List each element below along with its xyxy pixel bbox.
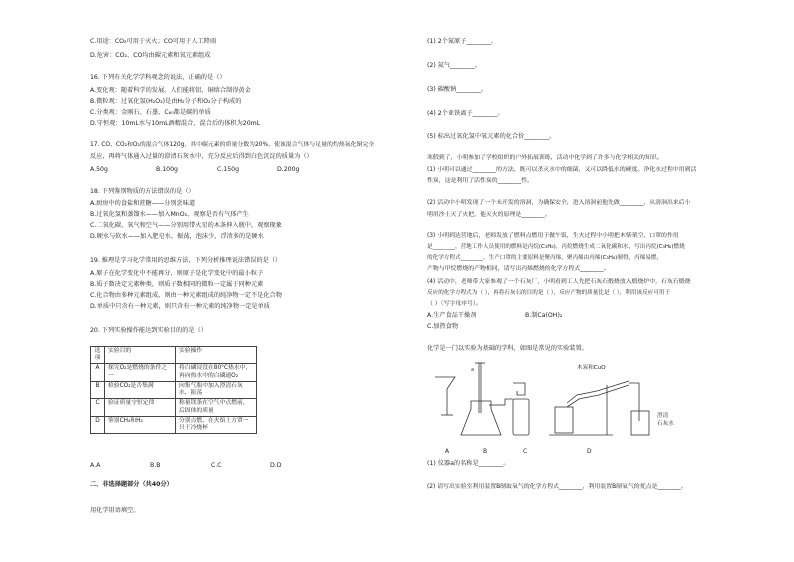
q19-option-a: A.原子在化学变化中不能再分，则原子是化学变化中的最小粒子 [90, 270, 264, 277]
table-row [91, 399, 257, 416]
fill-item-4: (4) 2个亚铁离子________。 [427, 110, 504, 117]
row-a-option: A [91, 364, 105, 381]
line-top-c: C.用途：CO₂可用于灭火；CO可用于人工降雨 [90, 38, 217, 45]
label-d: D [587, 448, 592, 455]
camp-line-3: (2) 活动中小明发现了一个未开发的溶洞，为确保安全，进入溶洞前他先做________，从溶洞出来后小 [427, 200, 691, 206]
use-option-c: C.加热食物 [427, 323, 459, 330]
row-d-goal: 鉴别CH₄和H₂ [105, 416, 176, 433]
camp-line-1: (1) 小明可以通过________的方法，既可以杀灭水中的细菌，又可以降低水的硬度。净化水过程中用到活 [427, 167, 697, 173]
camp-line-7: 的化学方程式________。生产口罩的主要原料是聚丙烯，聚丙烯由丙烯(C₃H₆)制得，丙烯易燃， [427, 255, 663, 261]
table-row [91, 416, 257, 433]
table-header-row [91, 347, 257, 364]
camp-line-2: 性炭，这是利用了活性炭的________性。 [427, 178, 534, 184]
row-a-goal: 探究O₂是燃烧的条件之一 [105, 364, 176, 381]
row-c-operation: 称量镁条在空气中点燃前、后固体的质量 [176, 399, 257, 416]
fill-item-5: (5) 标出过氧化氢中氧元素的化合价________。 [427, 133, 556, 140]
row-c-option: C [91, 399, 105, 416]
q19-option-d: D.单质中只含有一种元素，则只含有一种元素的纯净物一定是单质 [90, 303, 270, 310]
camp-intro: 寒假到了，小明参加了学校组织的户外拓展训练，活动中化学到了许多与化学相关的知识。 [427, 155, 663, 161]
q20-answer-b: B.B [150, 462, 161, 469]
q20-answer-d: D.D [270, 462, 282, 469]
camp-line-6: 是________，营地工作人员使用的燃料是丙烷(C₃H₈)，丙烷燃烧生成二氧化碳和水，写出丙烷(C₃H₈)燃烧 [427, 244, 685, 250]
use-option-a: A.生产食品干燥剂 [427, 312, 477, 319]
apparatus-d [549, 381, 649, 435]
header-operation: 实验操作 [176, 347, 257, 364]
lab-intro: 化学是一门以实验为基础的学科，如图是常见的实验装置。 [427, 345, 588, 352]
section-2-heading: 二、非选择题部分（共40分） [90, 481, 173, 488]
fill-item-1: (1) 2个氮原子________。 [427, 38, 498, 45]
label-limewater-2: 石灰水 [657, 421, 674, 427]
label-c: C [523, 448, 528, 455]
label-limewater-1: 澄清 [657, 413, 669, 419]
q17-option-d: D.200g [277, 166, 300, 173]
q17-option-c: C.150g [217, 166, 240, 173]
q20-answer-c: C.C [211, 462, 222, 469]
q19-option-b: B.质子数决定元素种类，则质子数相同的微粒一定属于同种元素 [90, 281, 264, 288]
camp-line-4: 明用沙土灭了火把，他灭火的原理是________。 [427, 212, 551, 218]
q17-stem-1: 17. CO、CO₂和O₂的混合气体120g，其中碳元素的质量分数为20%，使该混合气体与足量的灼热氧化铜完全 [90, 142, 375, 148]
q20-answer-a: A.A [90, 462, 101, 469]
q20-table [90, 346, 257, 434]
q18-stem: 18. 下列鉴别物质的方法错误的是（） [90, 188, 195, 195]
q16-option-d: D.守恒观：10mL水与10mL酒精混合，混合后的体积为20mL [90, 120, 261, 127]
apparatus-a [435, 377, 455, 415]
row-c-goal: 验证质量守恒定律 [105, 399, 176, 416]
fill-item-2: (2) 氦气________。 [427, 62, 482, 69]
apparatus-c [513, 383, 529, 435]
header-option: 选项 [91, 347, 105, 364]
line-top-d: D.危害：CO₂、CO均由碳元素和氧元素组成 [90, 52, 211, 59]
test-tube-icon [567, 381, 629, 403]
fill-item-3: (3) 碳酸钠________。 [427, 86, 488, 93]
camp-line-10: 反应的化学方程式为（ ），再将石灰石的目的是（ ），反应产物的质量比是（ ），利用该反应可用于 [427, 290, 671, 296]
use-option-b: B.制Ca(OH)₂ [525, 312, 563, 319]
svg-text:a: a [471, 367, 475, 373]
label-charcoal-cuo: 木炭和CuO [577, 365, 606, 371]
header-goal: 实验目的 [105, 347, 176, 364]
row-a-operation: 将白磷浸没在80°C热水中，再向热水中的白磷通O₂ [176, 364, 257, 381]
table-row [91, 364, 257, 381]
q16-stem: 16. 下列有关化学学科观念的说法，正确的是（） [90, 74, 226, 81]
row-b-operation: 向集气瓶中加入澄清石灰水，振荡 [176, 381, 257, 398]
q19-stem: 19. 推理是学习化学常用的思维方法，下列分析推理说法错误的是（） [90, 257, 282, 264]
lab-question-1: (1) 仪器a的名称是________。 [427, 460, 510, 467]
camp-line-9: (4) 活动中，老师带大家参观了一个石灰厂，小明看到工人先把石灰石煅烧放入煅烧炉中，石灰石煅烧 [427, 279, 691, 285]
q17-option-b: B.100g [156, 166, 178, 173]
q18-option-b: B.过氧化氢和蒸馏水——加入MnO₂，观察是否有气体产生 [90, 211, 249, 218]
apparatus-b [461, 363, 513, 435]
q19-option-c: C.化合物由多种元素组成，则由一种元素组成的纯净物一定不是化合物 [90, 292, 282, 299]
lab-question-2: (2) 请写出实验室利用装置B制取氧气的化学方程式________，利用装置B制氧气的优点是________。 [427, 484, 687, 490]
row-d-option: D [91, 416, 105, 433]
row-b-option: B [91, 381, 105, 398]
q17-option-a: A.50g [90, 166, 108, 173]
q18-option-d: D.硬水与软水——加入肥皂水，振荡，泡沫少、浮渣多的是硬水 [90, 233, 264, 240]
q18-option-c: C.二氧化碳、氧气和空气——分别用带火星的木条伸入瓶中，观察现象 [90, 222, 282, 229]
q20-stem: 20. 下列实验操作能达到实验目的的是（） [90, 327, 207, 334]
row-b-goal: 检验CO₂是否集满 [105, 381, 176, 398]
camp-line-8: 产物与甲烷燃烧的产物相同，请写出丙烯燃烧的化学方程式________。 [427, 266, 610, 272]
gas-jar-icon [513, 399, 529, 435]
q16-option-a: A.变化观：随着科学的发展，人们能将铝、铜熔合制得黄金 [90, 87, 251, 94]
row-d-operation: 分别点燃，在火焰上方罩一只干冷烧杯 [176, 416, 257, 433]
label-a: A [445, 448, 450, 455]
camp-line-5: (3) 小明到达营地后，老师发放了燃料点燃用于做午饭，生火过程中小明把木柴架空，口罩的作用 [427, 233, 679, 239]
burner-icon [555, 407, 573, 433]
table-row [91, 381, 257, 398]
funnel-icon [435, 377, 455, 415]
q16-option-b: B.微粒观：过氧化氢(H₂O₂)是由H₂分子和O₂分子构成的 [90, 98, 242, 105]
label-b: B [483, 448, 488, 455]
fill-intro: 用化学用语填空。 [90, 507, 140, 514]
camp-line-11: （ ）（写字母序号）。 [427, 301, 482, 307]
q18-option-a: A.厨房中的食盐和蔗糖——分别尝味道 [90, 200, 196, 207]
apparatus-diagram [427, 355, 727, 455]
beaker-icon [631, 411, 649, 435]
q16-option-c: C.分类观：金刚石、石墨、C₆₀都是碳的单质 [90, 109, 211, 116]
q17-stem-2: 反应，再将气体通入过量的澄清石灰水中，充分反应后得到白色沉淀的质量为（） [90, 153, 313, 160]
